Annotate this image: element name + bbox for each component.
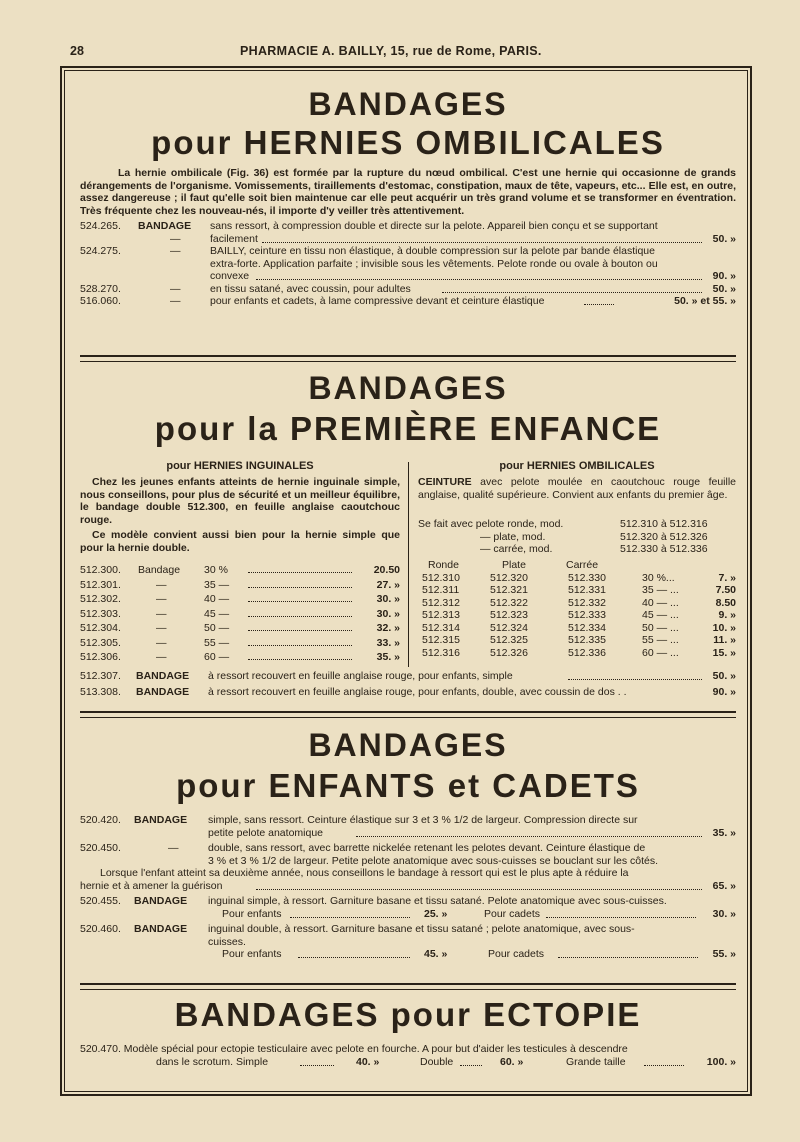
section-title-1: BANDAGES: [308, 370, 508, 406]
section-title-2: pour HERNIES OMBILICALES: [151, 124, 665, 161]
size-price-table: [420, 559, 736, 659]
list-item: 520.420. BANDAGE simple, sans ressort. Ceinture élastique sur 3 et 3 % 1/2 de largeur. Compression directe sur: [80, 814, 638, 826]
list-item: 512.306. — 60 — 35. »: [80, 651, 400, 663]
list-item: 512.305. — 55 — 33. »: [80, 636, 400, 649]
right-column-ombilicales: [418, 460, 736, 501]
ectopie-item: 520.470. Modèle spécial pour ectopie testiculaire avec pelote en fourche. A pour but d'aider les testicules à descendre dans le scrotum. Simple 40. » Double 60. » Grande taille 100. »: [80, 1043, 736, 1068]
section-divider: [80, 983, 736, 990]
item-list: 524.265. BANDAGE sans ressort, à compression double et directe sur la pelote. Appareil bien conçu et se supportant — facilement 50. » 524.275. — BAILLY, ceinture en tissu non élastique, à double compression sur la pelote par bande élastique extra-forte. Application parfaite ; invisible sous les vêtements. Pelote ronde ou ovale à bouton ou convexe 90. » 528.270. — en tissu satané, avec coussin, pour adultes 50. » 516.060. — pour enfants et cadets, à lame compressive devant et ceinture élastique 50. » et 55. »: [80, 220, 736, 307]
section-title-1: BANDAGES: [308, 86, 508, 122]
running-title: PHARMACIE A. BAILLY, 15, rue de Rome, PARIS.: [240, 44, 542, 58]
list-item: 516.060. — pour enfants et cadets, à lame compressive devant et ceinture élastique 50. » et 55. »: [80, 295, 736, 307]
section-divider: [80, 711, 736, 718]
column-paragraph: Chez les jeunes enfants atteints de hernie inguinale simple, nous conseillons, pour plus de sécurité et un meilleur équilibre, le bandage double 512.300, en feuille anglaise caoutchouc rouge.: [80, 476, 400, 526]
column-heading: pour HERNIES INGUINALES: [166, 460, 314, 472]
list-item: 524.275. — BAILLY, ceinture en tissu non élastique, à double compression sur la pelote par bande élastique: [80, 245, 655, 257]
table-row: 512.310 512.320 512.330 30 %... 7. »: [422, 571, 736, 584]
section-enfants-cadets: [80, 729, 736, 802]
table-row: 512.314 512.324 512.334 50 — ... 10. »: [422, 621, 736, 634]
list-item: 512.303. — 45 — 30. »: [80, 607, 400, 620]
bottom-items: [80, 670, 736, 698]
list-item: 512.304. — 50 — 32. »: [80, 622, 400, 634]
list-item: 524.265. BANDAGE sans ressort, à compression double et directe sur la pelote. Appareil bien conçu et se supportant: [80, 220, 658, 232]
section-premiere-enfance: [80, 372, 736, 445]
list-item: — facilement 50. »: [170, 232, 736, 245]
list-item: 513.308. BANDAGE à ressort recouvert en feuille anglaise rouge, pour enfants, double, avec coussin de dos . . 90. »: [80, 685, 736, 698]
table-row: 512.311 512.321 512.331 35 — ... 7.50: [422, 584, 736, 596]
left-price-list: [80, 563, 400, 665]
list-item: 512.302. — 40 — 30. »: [80, 593, 400, 605]
list-item: 512.301. — 35 — 27. »: [80, 578, 400, 591]
page-header: [70, 44, 750, 62]
column-paragraph: CEINTURE avec pelote moulée en caoutchouc rouge feuille anglaise, qualité supérieure. Convient aux enfants du premier âge.: [418, 476, 737, 501]
table-row: 512.316 512.326 512.336 60 — ... 15. »: [422, 646, 736, 659]
section-title-1: BANDAGES: [308, 727, 508, 763]
section-title: BANDAGES pour ECTOPIE: [174, 996, 642, 1033]
section-ectopie: [80, 998, 736, 1031]
left-column-inguinales: [80, 460, 400, 554]
table-row: 512.315 512.325 512.335 55 — ... 11. »: [422, 634, 736, 646]
column-heading: pour HERNIES OMBILICALES: [499, 460, 655, 472]
section-title-2: pour la PREMIÈRE ENFANCE: [154, 410, 662, 447]
column-paragraph: Ce modèle convient aussi bien pour la hernie simple que pour la hernie double.: [80, 529, 400, 554]
list-item: 528.270. — en tissu satané, avec coussin, pour adultes 50. »: [80, 282, 736, 295]
section-divider: [80, 355, 736, 362]
table-row: 512.313 512.323 512.333 45 — ... 9. »: [422, 609, 736, 621]
section-title-2: pour ENFANTS et CADETS: [176, 767, 640, 804]
list-item: 520.455. BANDAGE inguinal simple, à ressort. Garniture basane et tissu satané. Pelote anatomique avec sous-cuisses.: [80, 895, 667, 907]
list-item: 512.300. Bandage 30 % 20.50: [80, 564, 400, 576]
list-item: 512.307. BANDAGE à ressort recouvert en feuille anglaise rouge, pour enfants, simple 50. »: [80, 670, 736, 682]
intro-paragraph: La hernie ombilicale (Fig. 36) est formée par la rupture du nœud ombilical. C'est une hernie qui occasionne de grands dérangements de l'organisme. Vomissements, tiraillements d'estomac, constipation, maux de tête, vapeurs, etc... Elle est, en outre, assez dangereuse ; il faut qu'elle soit bien maintenue car elle peut acquérir un très grand volume et se transformer en éventration. Très fréquente chez les nouveau-nés, il importe d'y veiller très attentivement.: [80, 167, 736, 217]
table-header: Ronde Plate Carrée: [428, 559, 599, 571]
section-hernies-ombilicales: [80, 88, 736, 308]
enfants-cadets-list: 520.420. BANDAGE simple, sans ressort. Ceinture élastique sur 3 et 3 % 1/2 de largeur. Compression directe sur petite pelote anatomique 35. » 520.450. — double, sans ressort, avec barrette nickelée retenant les pelotes devant. Ceinture élastique de 3 % et 3 % 1/2 de largeur. Petite pelote anatomique avec sous-cuisses se bouclant sur les côtés. Lorsque l'enfant atteint sa deuxième année, nous conseillons le bandage à ressort qui est le plus apte à réduire la hernie et à amener la guérison 65. » 520.455. BANDAGE inguinal simple, à ressort. Garniture basane et tissu satané. Pelote anatomique avec sous-cuisses. Pour enfants 25. » Pour cadets 30. » 520.460. BANDAGE inguinal double, à ressort. Garniture basane et tissu satané ; pelote anatomique, avec sous- cuisses. Pour enfants 45. » Pour cadets 55. »: [80, 814, 736, 960]
page-number: 28: [70, 44, 84, 58]
column-divider: [408, 462, 409, 667]
list-item: 520.450. — double, sans ressort, avec barrette nickelée retenant les pelotes devant. Ceinture élastique de: [80, 842, 646, 854]
list-item: 520.460. BANDAGE inguinal double, à ressort. Garniture basane et tissu satané ; pelote anatomique, avec sous-: [80, 923, 635, 935]
model-list: Se fait avec pelote ronde, mod. 512.310 à 512.316 — plate, mod. 512.320 à 512.326 — carrée, mod. 512.330 à 512.336: [418, 518, 708, 555]
table-row: 512.312 512.322 512.332 40 — ... 8.50: [422, 596, 736, 609]
